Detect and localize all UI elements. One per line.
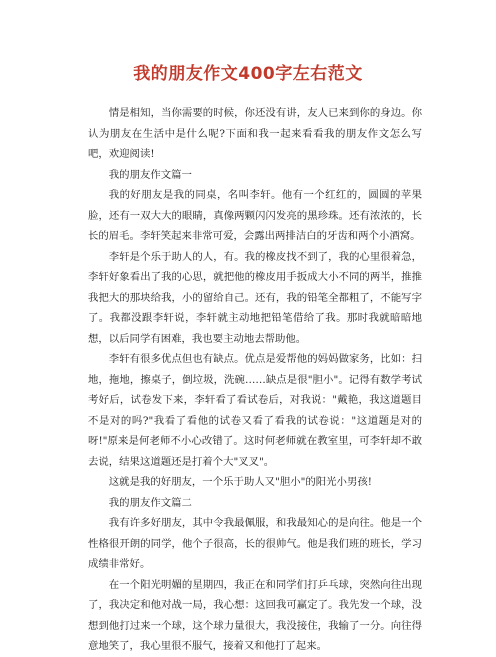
document-body xyxy=(88,103,422,657)
paragraph: 我的好朋友是我的同桌，名叫李轩。他有一个红红的，圆圆的苹果脸，还有一双大大的眼睛，真像两颗闪闪发亮的黑珍珠。还有浓浓的，长长的眉毛。李轩笑起来非常可爱，会露出两排洁白的牙齿和两个小酒窝。 xyxy=(88,189,422,242)
section-heading-2: 我的朋友作文篇二 xyxy=(108,496,192,509)
section-heading-1: 我的朋友作文篇一 xyxy=(108,168,192,181)
paragraph: 李轩是个乐于助人的人，有。我的橡皮找不到了，我的心里很着急，李轩好象看出了我的心思，就把他的橡皮用手扳成大小不同的两半，推推我把大的那块给我，小的留给自己。还有，我的铅笔全都粗了，不能写字了。我都没跟李轩说，李轩就主动地把铅笔借给了我。那时我就暗暗地想，以后同学有困难，我也要主动地去帮助他。 xyxy=(88,250,422,345)
paragraph-intro: 情是相知，当你需要的时候，你还没有讲，友人已来到你的身边。你认为朋友在生活中是什么呢?下面和我一起来看看我的朋友作文怎么写吧，欢迎阅读! xyxy=(88,107,422,160)
document-title: 我的朋友作文400字左右范文 xyxy=(133,64,363,84)
paragraph: 李轩有很多优点但也有缺点。优点是爱帮他的妈妈做家务，比如：扫地，拖地，擦桌子，倒垃圾，洗碗……缺点是很"胆小"。记得有数学考试考好后，试卷发下来，李轩看了看试卷后，对我说："戴艳，我这道题目不是对的吗?"我看了看他的试卷又看了看我的试卷说："这道题是对的呀!"原来是何老师不小心改错了。这时何老师就在教室里，可李轩却不敢去说，结果这道题还是打着个大"叉叉"。 xyxy=(88,353,422,468)
paragraph: 我有许多好朋友，其中令我最佩服，和我最知心的是向往。他是一个性格很开朗的同学，他个子很高，长的很帅气。他是我们班的班长，学习成绩非常好。 xyxy=(88,517,422,570)
paragraph: 这就是我的好朋友，一个乐于助人又"胆小"的阳光小男孩! xyxy=(108,476,372,488)
paragraph: 在一个阳光明媚的星期四，我正在和同学们打乒乓球，突然向往出现了，我决定和他对战一局，我心想：这回我可赢定了。我先发一个球，没想到他打过来一个球，这个球力量很大，我没接住，我输了一分。向往得意地笑了，我心里很不服气，接着又和他打了起来。 xyxy=(88,578,422,652)
